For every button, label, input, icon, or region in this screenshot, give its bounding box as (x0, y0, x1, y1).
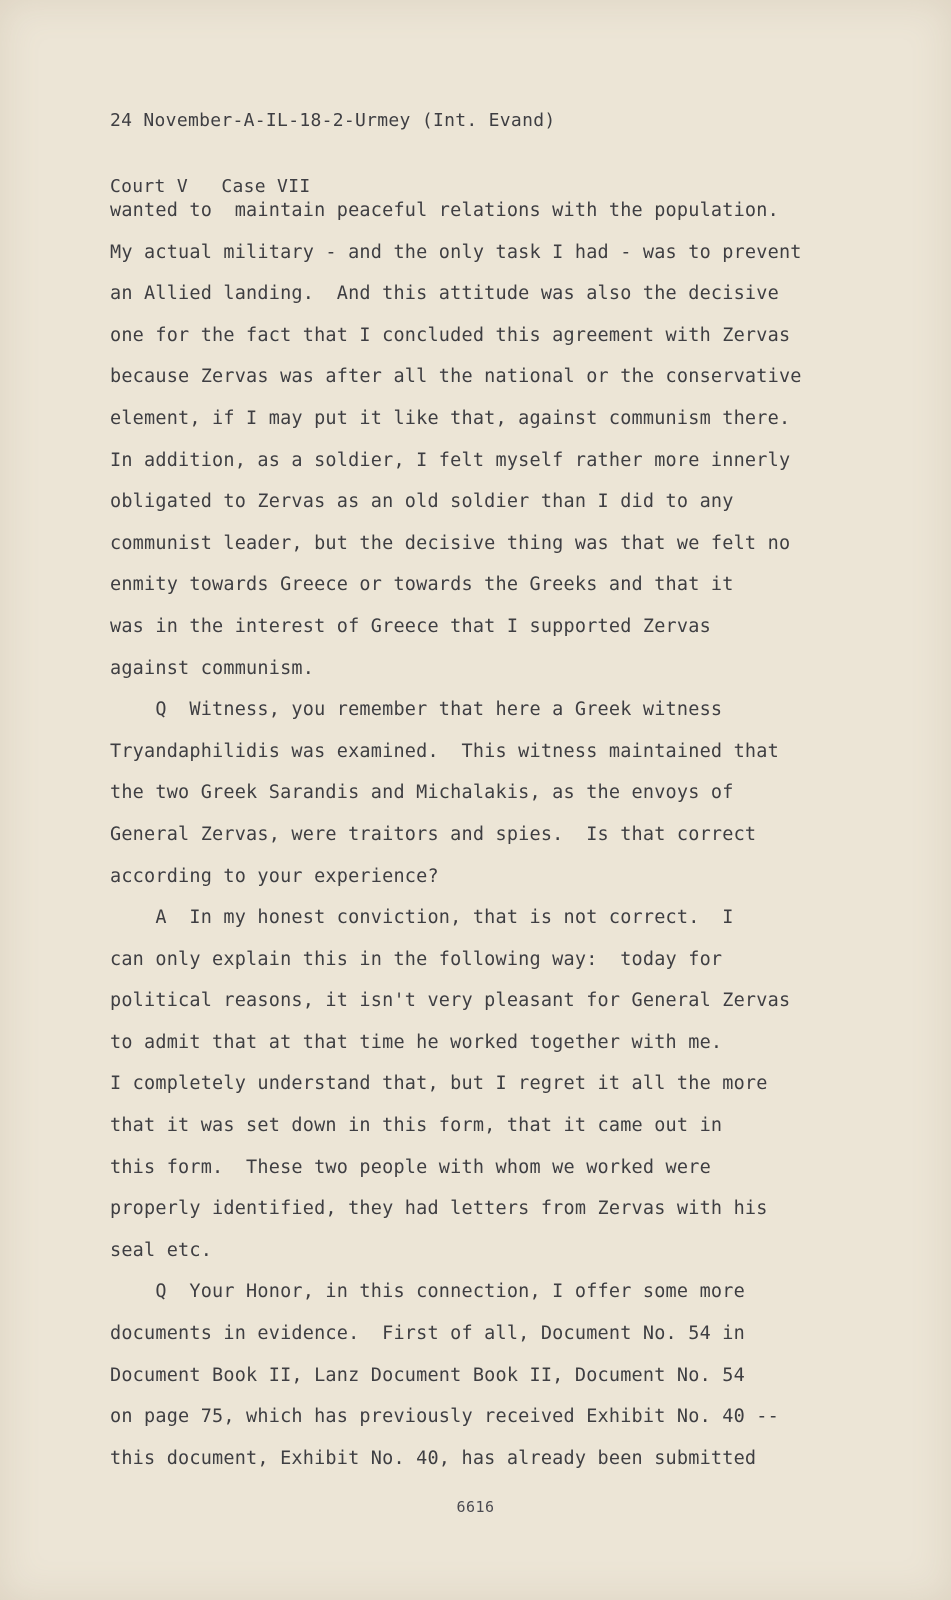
transcript-line: obligated to Zervas as an old soldier than I did to any (110, 491, 734, 513)
transcript-answer-line: A In my honest conviction, that is not correct. I (110, 907, 734, 929)
header-session-line: 24 November-A-IL-18-2-Urmey (Int. Evand) (110, 110, 556, 131)
transcript-line: the two Greek Sarandis and Michalakis, as the envoys of (110, 782, 734, 804)
transcript-line: this form. These two people with whom we worked were (110, 1156, 711, 1178)
transcript-body (110, 190, 870, 1479)
transcript-line: properly identified, they had letters from Zervas with his (110, 1198, 768, 1220)
transcript-line: against communism. (110, 657, 315, 679)
page-number: 6616 (456, 1498, 495, 1516)
transcript-line: on page 75, which has previously received Exhibit No. 40 -- (110, 1406, 779, 1428)
transcript-line: seal etc. (110, 1239, 213, 1261)
transcript-line: to admit that at that time he worked together with me. (110, 1031, 723, 1053)
transcript-line: according to your experience? (110, 865, 439, 887)
transcript-question-line: Q Your Honor, in this connection, I offer some more (110, 1281, 745, 1303)
transcript-line: because Zervas was after all the national or the conservative (110, 366, 802, 388)
header-court-case-line: Court V Case VII (110, 176, 311, 197)
transcript-line: that it was set down in this form, that it came out in (110, 1115, 723, 1137)
transcript-line: was in the interest of Greece that I supported Zervas (110, 615, 711, 637)
transcript-line: My actual military - and the only task I had - was to prevent (110, 241, 802, 263)
transcript-line: one for the fact that I concluded this agreement with Zervas (110, 324, 791, 346)
transcript-line: In addition, as a soldier, I felt myself rather more innerly (110, 449, 791, 471)
transcript-line: I completely understand that, but I regret it all the more (110, 1073, 768, 1095)
transcript-line: political reasons, it isn't very pleasant for General Zervas (110, 990, 791, 1012)
transcript-line: can only explain this in the following way: today for (110, 948, 723, 970)
transcript-line: this document, Exhibit No. 40, has already been submitted (110, 1447, 757, 1469)
transcript-line: an Allied landing. And this attitude was also the decisive (110, 283, 779, 305)
transcript-line: element, if I may put it like that, against communism there. (110, 407, 791, 429)
transcript-line: wanted to maintain peaceful relations with the population. (110, 200, 779, 221)
transcript-line: enmity towards Greece or towards the Greeks and that it (110, 574, 734, 596)
transcript-line: documents in evidence. First of all, Document No. 54 in (110, 1323, 745, 1345)
transcript-line: communist leader, but the decisive thing was that we felt no (110, 532, 791, 554)
transcript-line: Document Book II, Lanz Document Book II, Document No. 54 (110, 1364, 745, 1386)
transcript-line: Tryandaphilidis was examined. This witness maintained that (110, 740, 779, 762)
transcript-line: General Zervas, were traitors and spies. Is that correct (110, 823, 757, 845)
transcript-question-line: Q Witness, you remember that here a Greek witness (110, 699, 723, 721)
